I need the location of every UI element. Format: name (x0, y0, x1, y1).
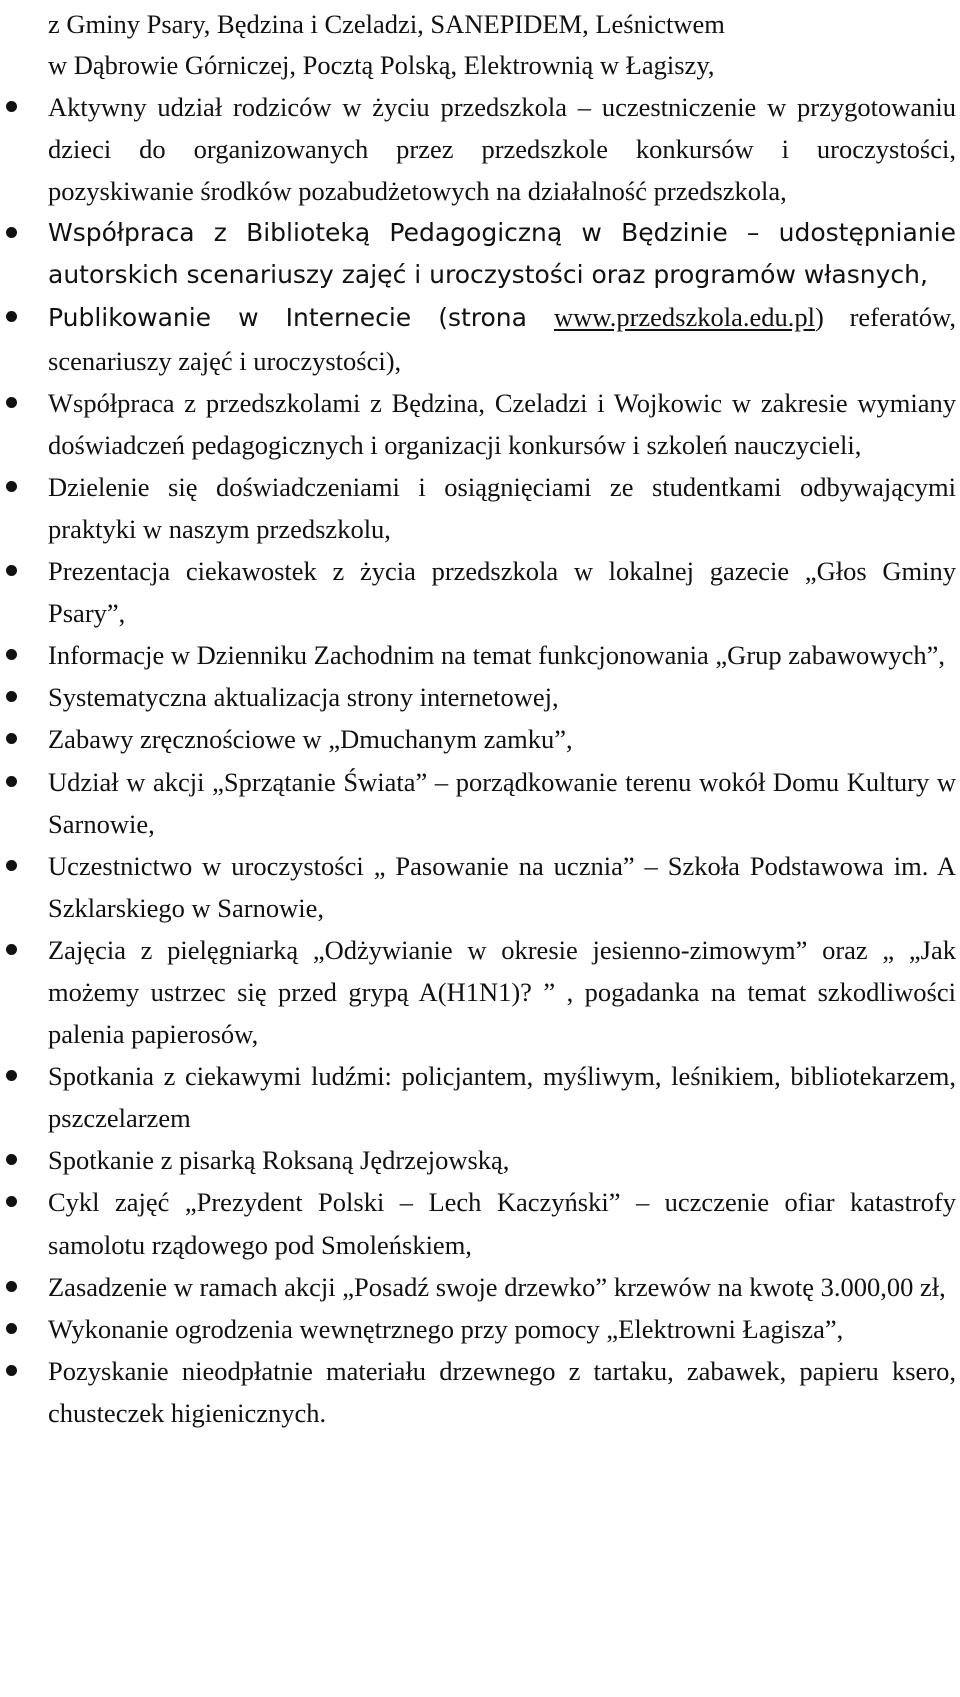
list-item (0, 1308, 956, 1350)
list-item-text: Współpraca z Biblioteką Pedagogiczną w Będzinie – udostępnianie autorskich scenariuszy zajęć i uroczystości oraz programów własnych, (48, 218, 956, 290)
bullet-icon (6, 860, 17, 871)
bullet-icon (6, 481, 17, 492)
list-item-text: Systematyczna aktualizacja strony internetowej, (48, 682, 559, 713)
continuation-paragraph (48, 4, 948, 86)
list-item-text: Zabawy zręcznościowe w „Dmuchanym zamku”, (48, 724, 573, 755)
bullet-icon (6, 227, 17, 238)
list-item (0, 296, 956, 381)
list-item-text: ) referatów, scenariuszy zajęć i uroczystości), (48, 302, 956, 376)
list-item-text: Cykl zajęć „Prezydent Polski – Lech Kaczyński” – uczczenie ofiar katastrofy samolotu rządowego pod Smoleńskiem, (48, 1187, 956, 1260)
list-item (0, 676, 956, 718)
bullet-icon (6, 397, 17, 408)
bullet-icon (6, 1281, 17, 1292)
list-item (0, 1055, 956, 1139)
list-item (0, 1350, 956, 1434)
bullet-icon (6, 649, 17, 660)
bullet-icon (6, 1196, 17, 1207)
list-item-text: Aktywny udział rodziców w życiu przedszkola – uczestniczenie w przygotowaniu dzieci do organizowanych przez przedszkole konkursów i uroczystości, pozyskiwanie środków pozabudżetowych na działalność przedszkola, (48, 92, 956, 207)
list-item (0, 634, 956, 676)
bullet-icon (6, 565, 17, 576)
list-item-text: Współpraca z przedszkolami z Będzina, Czeladzi i Wojkowic w zakresie wymiany doświadczeń pedagogicznych i organizacji konkursów i szkoleń nauczycieli, (48, 387, 956, 460)
list-item (0, 212, 956, 296)
list-item-text: Spotkania z ciekawymi ludźmi: policjantem, myśliwym, leśnikiem, bibliotekarzem, pszczelarzem (48, 1061, 956, 1134)
list-item-text: Spotkanie z pisarką Roksaną Jędrzejowską, (48, 1145, 510, 1176)
continuation-line: z Gminy Psary, Będzina i Czeladzi, SANEPIDEM, Leśnictwem (48, 9, 725, 39)
list-item-text: Uczestnictwo w uroczystości „ Pasowanie na ucznia” – Szkoła Podstawowa im. A Szklarskiego w Sarnowie, (48, 850, 956, 923)
list-item-text: Pozyskanie nieodpłatnie materiału drzewnego z tartaku, zabawek, papieru ksero, chusteczek higienicznych. (48, 1355, 956, 1428)
list-item (0, 845, 956, 929)
continuation-line: w Dąbrowie Górniczej, Pocztą Polską, Elektrownią w Łagiszy, (48, 50, 715, 80)
list-item (0, 1181, 956, 1265)
bullet-icon (6, 944, 17, 955)
bullet-icon (6, 733, 17, 744)
list-item-text: Udział w akcji „Sprzątanie Świata” – porządkowanie terenu wokół Domu Kultury w Sarnowie, (48, 766, 956, 839)
list-item-text: Wykonanie ogrodzenia wewnętrznego przy pomocy „Elektrowni Łagisza”, (48, 1313, 844, 1344)
bullet-icon (6, 1323, 17, 1334)
bullet-icon (6, 1070, 17, 1081)
list-item-text: Informacje w Dzienniku Zachodnim na temat funkcjonowania „Grup zabawowych”, (48, 640, 945, 671)
bullet-icon (6, 1154, 17, 1165)
bullet-icon (6, 691, 17, 702)
activities-bullet-list (0, 86, 960, 1434)
list-item (0, 466, 956, 550)
bullet-icon (6, 311, 17, 322)
list-item-text: Zajęcia z pielęgniarką „Odżywianie w okresie jesienno-zimowym” oraz „ „Jak możemy ustrzec się przed grypą A(H1N1)? ” , pogadanka na temat szkodliwości palenia papierosów, (48, 934, 956, 1050)
bullet-icon (6, 101, 17, 112)
list-item (0, 382, 956, 466)
list-item-text: Dzielenie się doświadczeniami i osiągnięciami ze studentkami odbywającymi praktyki w naszym przedszkolu, (48, 471, 956, 544)
list-item (0, 550, 956, 634)
list-item (0, 929, 956, 1055)
list-item (0, 86, 956, 212)
bullet-icon (6, 1365, 17, 1376)
website-link[interactable]: www.przedszkola.edu.pl (554, 302, 816, 333)
list-item-text: Zasadzenie w ramach akcji „Posadź swoje drzewko” krzewów na kwotę 3.000,00 zł, (48, 1271, 946, 1302)
list-item-text: Publikowanie w Internecie (strona (48, 303, 555, 333)
bullet-icon (6, 776, 17, 787)
list-item-text: Prezentacja ciekawostek z życia przedszkola w lokalnej gazecie „Głos Gminy Psary”, (48, 556, 956, 629)
list-item (0, 1266, 956, 1308)
list-item (0, 761, 956, 845)
list-item (0, 1139, 956, 1181)
list-item (0, 718, 956, 760)
